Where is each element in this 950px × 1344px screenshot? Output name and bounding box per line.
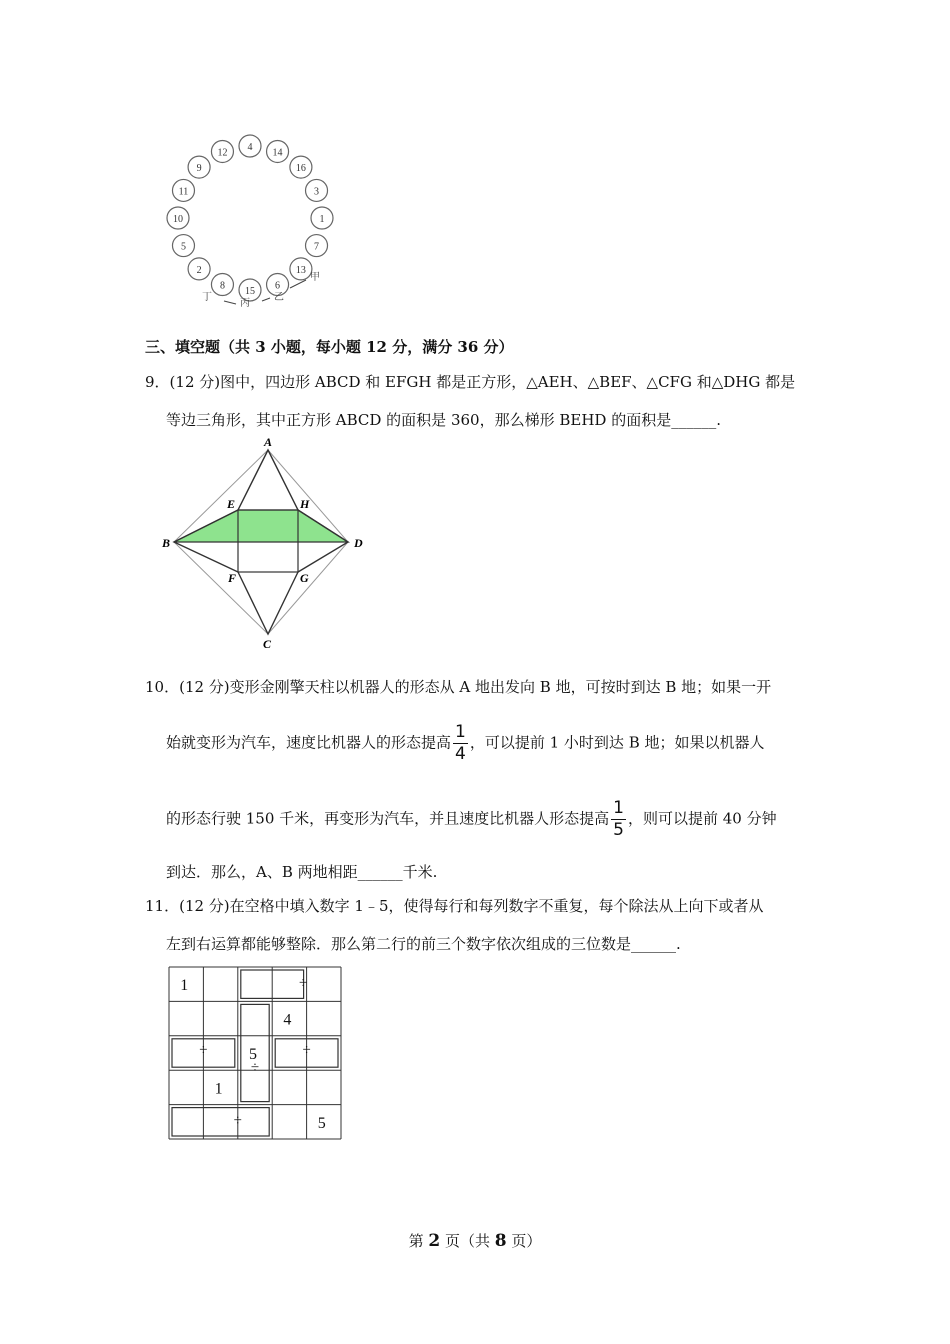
q11-line2: 左到右运算都能够整除．那么第二行的前三个数字依次组成的三位数是______. <box>166 935 681 953</box>
number-bead <box>306 235 328 257</box>
label-E: E <box>227 497 236 511</box>
division-sign: ÷ <box>250 1059 260 1076</box>
number-bead <box>167 207 189 229</box>
svg-text:11: 11 <box>178 186 189 198</box>
number-bead <box>239 135 261 157</box>
q9-square-triangle-figure <box>160 436 375 651</box>
grid-given-number: 1 <box>180 977 189 995</box>
number-bead <box>311 207 333 229</box>
svg-text:1: 1 <box>319 214 325 225</box>
q9-line2: 等边三角形，其中正方形 ABCD 的面积是 360，那么梯形 BEHD 的面积是______. <box>166 411 721 429</box>
svg-text:16: 16 <box>295 163 306 175</box>
number-bead <box>290 258 312 280</box>
svg-text:13: 13 <box>295 264 306 276</box>
svg-text:6: 6 <box>275 280 281 292</box>
svg-text:15: 15 <box>245 286 255 297</box>
division-sign: ÷ <box>199 1042 208 1059</box>
grid-given-number: 5 <box>317 1114 326 1132</box>
svg-text:12: 12 <box>217 147 228 159</box>
svg-text:7: 7 <box>314 241 320 253</box>
number-bead <box>306 179 328 201</box>
fraction-one-fifth: $\frac{1}{5}$ <box>613 798 624 840</box>
svg-text:5: 5 <box>180 241 186 253</box>
label-A: A <box>264 436 273 449</box>
grid-given-number: 5 <box>249 1046 257 1063</box>
label-C: C <box>263 637 272 651</box>
number-bead <box>211 140 233 162</box>
svg-text:3: 3 <box>314 186 320 198</box>
number-bead <box>211 274 233 296</box>
circle-label: 甲 <box>310 272 320 283</box>
division-sign: ÷ <box>299 975 308 992</box>
number-bead <box>267 140 289 162</box>
svg-text:2: 2 <box>196 264 202 276</box>
q10-line3: 的形态行驶 150 千米，再变形为汽车，并且速度比机器人形态提高 $\frac{1}{5}$ ，则可以提前 40 分钟 <box>166 798 777 840</box>
circle-label: 乙 <box>274 292 284 303</box>
division-sign: ÷ <box>233 1113 242 1130</box>
q11-line1: 11．(12 分)在空格中填入数字 1﹣5，使得每行和每列数字不重复，每个除法从上向下或者从 <box>145 897 764 915</box>
label-H: H <box>300 497 310 511</box>
svg-text:9: 9 <box>196 163 202 175</box>
svg-text:10: 10 <box>173 214 183 225</box>
circle-label: 丁 <box>202 292 212 303</box>
q10-line2: 始就变形为汽车，速度比机器人的形态提高 $\frac{1}{4}$ ，可以提前 1 小时到达 B 地；如果以机器人 <box>166 722 765 764</box>
number-bead <box>188 156 210 178</box>
label-B: B <box>162 536 171 550</box>
circle-label: 丙 <box>240 298 250 308</box>
number-bead <box>172 235 194 257</box>
q10-line1: 10．(12 分)变形金刚擎天柱以机器人的形态从 A 地出发向 B 地，可按时到达 B 地；如果一开 <box>145 678 772 696</box>
q9-line1: 9．(12 分)图中，四边形 ABCD 和 EFGH 都是正方形，△AEH、△BEF、△CFG 和△DHG 都是 <box>145 373 796 391</box>
label-D: D <box>354 536 363 550</box>
division-sign: ÷ <box>302 1042 311 1059</box>
grid-given-number: 1 <box>214 1080 223 1098</box>
section-heading: 三、填空题（共 3 小题，每小题 12 分，满分 36 分） <box>145 338 514 356</box>
svg-text:8: 8 <box>219 280 225 292</box>
number-bead <box>188 258 210 280</box>
number-circle-figure <box>160 128 340 308</box>
svg-text:4: 4 <box>247 142 253 153</box>
label-G: G <box>300 571 309 585</box>
number-bead <box>172 179 194 201</box>
svg-text:14: 14 <box>272 147 283 159</box>
q11-number-grid <box>168 966 343 1142</box>
label-F: F <box>228 571 237 585</box>
q10-line4: 到达．那么，A、B 两地相距______千米. <box>166 863 438 881</box>
fraction-one-quarter: $\frac{1}{4}$ <box>455 722 466 764</box>
number-bead <box>290 156 312 178</box>
page-footer: 第 2 页（共 8 页） <box>408 1231 542 1251</box>
grid-given-number: 4 <box>283 1011 292 1029</box>
